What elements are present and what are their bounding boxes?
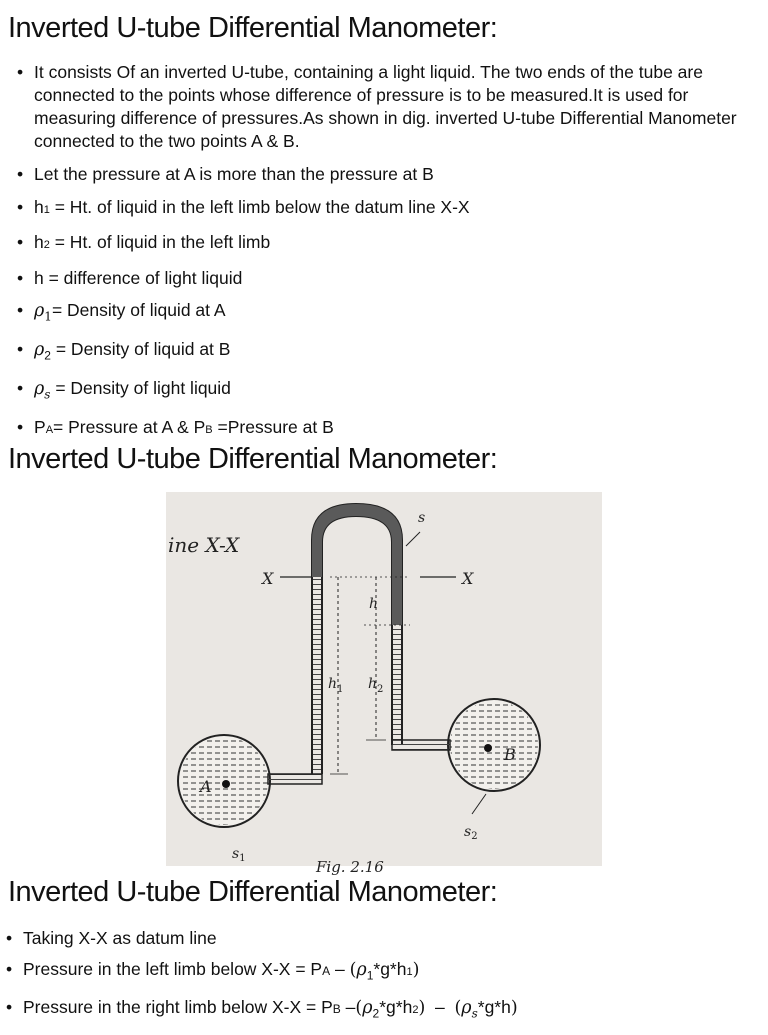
list-item-intro: • It consists Of an inverted U-tube, containing a light liquid. The two ends of the tube are connected to the points whose difference of pressure is to be measured.It is used for measuring difference of pressures.As shown in dig. inverted U-tube Differential Manometer connected to the two points A & B. (17, 61, 752, 153)
label-h: h (369, 596, 379, 612)
list-item-rho2: • $\rho_2$ = Density of liquid at B (17, 338, 752, 368)
equations-list (6, 927, 762, 1035)
u-tube-outer (312, 504, 402, 774)
label-s2: $s_2$ (464, 824, 478, 842)
section-2-heading: Inverted U-tube Differential Manometer: (8, 443, 498, 475)
manometer-figure (166, 492, 602, 876)
section-3-heading: Inverted U-tube Differential Manometer: (8, 876, 498, 908)
section-1-heading: Inverted U-tube Differential Manometer: (8, 12, 498, 44)
label-s1: $s_1$ (232, 846, 246, 864)
label-h1: $h_1$ (328, 676, 344, 695)
list-item-rhos: • $\rho_s$ = Density of light liquid (17, 377, 752, 407)
list-item-rho1: • $\rho_1=$ Density of liquid at A (17, 299, 752, 329)
list-item-h2: • h2 = Ht. of liquid in the left limb (17, 231, 752, 257)
figure-caption: Fig. 2.16 (316, 858, 384, 876)
list-item-datum: • Taking X-X as datum line (6, 927, 762, 950)
label-x-left: X (262, 569, 274, 588)
list-item-h1: • h1 = Ht. of liquid in the left limb below the datum line X-X (17, 196, 752, 222)
label-datum: ine X-X (168, 533, 240, 557)
list-item-left-limb: • Pressure in the left limb below X-X = PA – $(\rho_1*g*h1)$ (6, 958, 762, 988)
label-h2: $h_2$ (368, 676, 384, 695)
label-x-right: X (462, 569, 474, 588)
left-limb-liquid (313, 578, 321, 774)
label-b: B (504, 745, 516, 764)
list-item-pressures: • PA= Pressure at A & PB =Pressure at B (17, 416, 752, 442)
light-liquid (312, 504, 402, 625)
definitions-list (17, 61, 752, 452)
list-item-h: • h = difference of light liquid (17, 267, 752, 290)
list-item-right-limb: • Pressure in the right limb below X-X = PB $-(\rho_2*g*h2) - (\rho_s*g*h)$ (6, 996, 762, 1026)
right-limb-liquid (393, 626, 401, 744)
manometer-diagram (166, 492, 602, 876)
u-tube-inner (322, 516, 392, 774)
list-item-assumption: • Let the pressure at A is more than the pressure at B (17, 163, 752, 186)
label-s: s (418, 510, 426, 526)
label-a: A (200, 777, 212, 796)
